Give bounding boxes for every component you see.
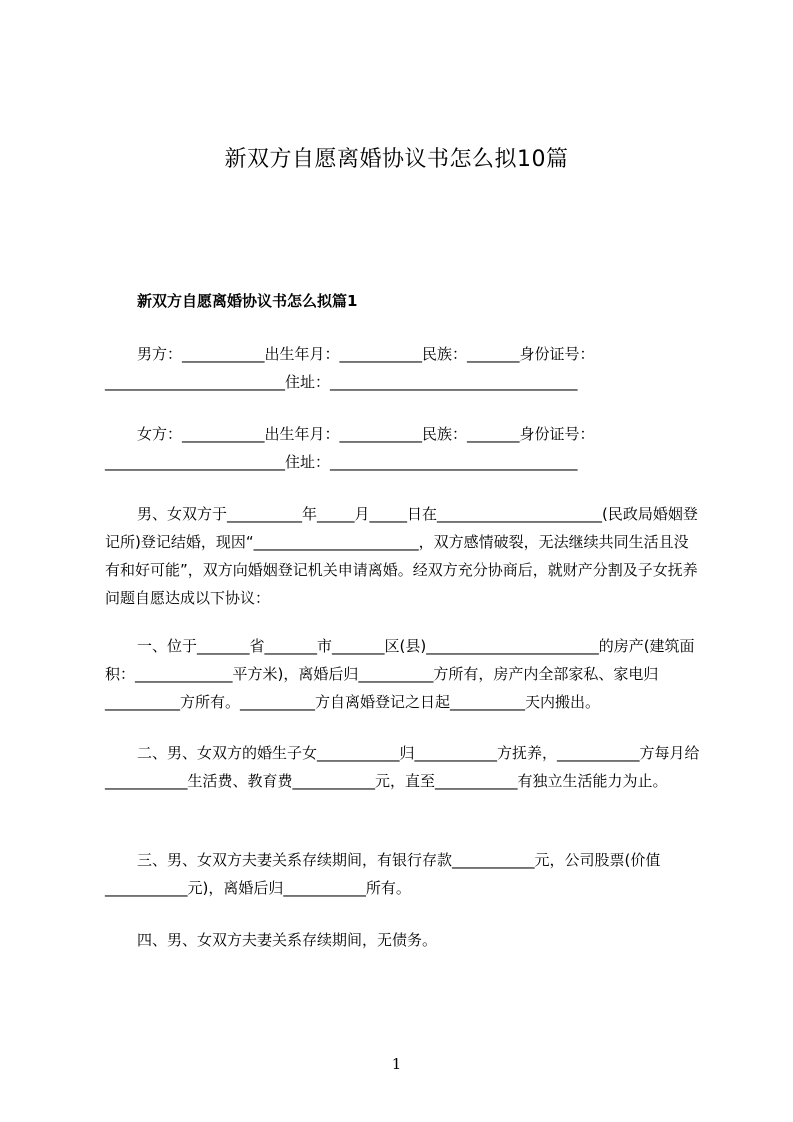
paragraph-marriage-registration: 男、女双方于__________年_____月_____日在______________________(民政局婚姻登记所)登记结婚，现因“______________________，双方感情破裂，无法继续共同生活且没有和好可能”，双方向婚姻登记机关申请离婚。经双方充分协商后，就财产分割及子女抚养问题自愿达成以下协议： xyxy=(105,505,698,607)
paragraph-clause-3-savings: 三、男、女双方夫妻关系存续期间，有银行存款___________元，公司股票(价值___________元)，离婚后归___________所有。 xyxy=(105,851,661,897)
section-heading: 新双方自愿离婚协议书怎么拟篇1 xyxy=(137,292,358,310)
document-title: 新双方自愿离婚协议书怎么拟10篇 xyxy=(224,147,569,172)
paragraph-clause-1-property: 一、位于_______省_______市_______区(县)_______________________的房产(建筑面积：_____________平方米)，离婚后归__________方所有，房产内全部家私、家电归__________方所有。__________方自离婚登记之日起__________天内搬出。 xyxy=(105,637,695,711)
paragraph-clause-2-custody: 二、男、女双方的婚生子女___________归___________方抚养，___________方每月给___________生活费、教育费___________元，直至___________有独立生活能力为止。 xyxy=(105,744,700,790)
paragraph-clause-4-debts: 四、男、女双方夫妻关系存续期间，无债务。 xyxy=(137,931,438,949)
paragraph-male-info: 男方：___________出生年月：___________民族：_______身份证号：________________________住址：_________________________________ xyxy=(105,345,595,391)
page-number: 1 xyxy=(391,1055,402,1073)
paragraph-female-info: 女方：___________出生年月：___________民族：_______身份证号：________________________住址：_________________________________ xyxy=(105,425,595,471)
